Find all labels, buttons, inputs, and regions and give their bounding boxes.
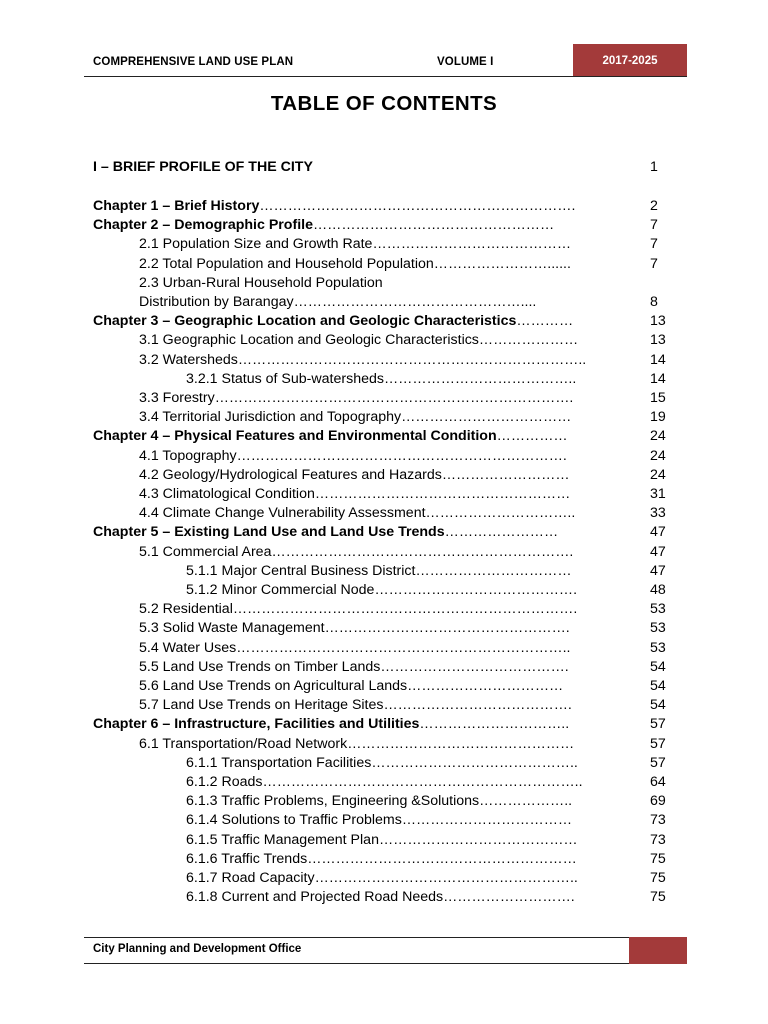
page-footer [84,937,687,964]
toc-entry [186,581,577,600]
toc-entry-leader: ……………………………… [401,409,572,426]
toc-entry-label: 5.5 Land Use Trends on Timber Lands [139,658,381,675]
toc-entry-page: 24 [650,466,666,483]
toc-entry-label: 3.1 Geographic Location and Geologic Characteristics [139,332,479,349]
toc-entry-page: 7 [650,255,658,272]
header-rule [84,76,687,77]
volume-label: VOLUME I [437,56,494,68]
toc-entry-page: 13 [650,332,666,349]
toc-entry-leader: …………………………………. [383,697,572,714]
toc-entry [186,869,578,888]
toc-entry-page: 54 [650,697,666,714]
toc-entry-leader: ……………………………………. [374,582,578,598]
toc-entry [139,543,573,562]
toc-entry [186,773,583,792]
toc-entry-page: 53 [650,639,666,656]
toc-entry [139,619,570,638]
toc-entry-leader: …………………………………… [372,236,572,253]
toc-entry-leader: …………………………………. [380,658,569,675]
toc-entry-page: 57 [650,754,666,771]
toc-entry [93,427,568,446]
toc-entry-label: Chapter 6 – Infrastructure, Facilities and Utilities [93,716,420,733]
toc-entry-label: Chapter 4 – Physical Features and Environmental Condition [93,428,497,445]
toc-entry-page: 8 [650,294,658,310]
toc-entry-label: 5.7 Land Use Trends on Heritage Sites [139,697,384,714]
toc-entry [186,831,578,850]
toc-entry-leader: ………………………………………………… [307,850,577,867]
toc-entry-leader: ………………… [478,332,579,349]
toc-entry-page: 15 [650,390,666,406]
toc-entry [139,485,570,504]
toc-entry-page: 7 [650,236,658,253]
plan-title: COMPREHENSIVE LAND USE PLAN [93,56,294,68]
toc-entry [139,351,586,370]
toc-entry [139,504,575,523]
toc-entry-leader: ………………………. [443,889,575,906]
toc-entry-leader: ……………………………………………….. [314,870,578,886]
toc-entry-page: 64 [650,774,666,790]
page-header [84,44,687,77]
toc-entry-label: 4.4 Climate Change Vulnerability Assessment [139,505,426,522]
toc-entry-leader: ……………….. [479,793,573,810]
toc-entry-label: 4.3 Climatological Condition [139,486,315,502]
toc-entry-page: 31 [650,486,666,502]
toc-entry-label: 4.1 Topography [139,447,237,464]
toc-entry-page: 75 [650,870,666,886]
toc-entry [139,658,569,677]
toc-entry [139,735,574,754]
toc-entry-page: 54 [650,658,666,675]
toc-entry-leader: ………………………………….. [383,370,577,387]
toc-entry-leader: ………………………………………….... [293,294,537,310]
toc-entry-page: 75 [650,889,666,906]
toc-entry-label: 6.1 Transportation/Road Network [139,735,348,752]
toc-entry [93,715,569,734]
toc-entry-leader: ……………………………………………………………. [236,447,567,464]
toc-entry-leader: ……………………………………………… [314,486,571,502]
toc-entry-page: 57 [650,735,666,752]
toc-entry-label: 5.4 Water Uses [139,639,237,656]
toc-entry [93,523,558,542]
toc-entry [139,639,570,658]
toc-entry [186,811,572,830]
toc-entry-leader: …………………………………………………………. [259,198,576,214]
toc-entry [139,408,571,427]
toc-entry-leader: …………………… [444,524,559,541]
toc-entry [139,274,383,293]
toc-entry-page: 33 [650,505,666,522]
toc-entry-label: Chapter 3 – Geographic Location and Geologic Characteristics [93,313,517,330]
toc-entry-leader: …………………………………………… [312,217,555,234]
toc-entry-label: 5.6 Land Use Trends on Agricultural Lands [139,678,408,694]
toc-entry-label: 4.2 Geology/Hydrological Features and Hazards [139,466,442,483]
toc-entry-label: 2.3 Urban-Rural Household Population [139,274,383,291]
toc-entry-page: 13 [650,313,666,330]
toc-entry-leader: ……………………………… [401,812,573,829]
page-title: TABLE OF CONTENTS [270,92,498,115]
toc-entry [186,792,572,811]
toc-entry [93,312,573,331]
toc-entry-label: 6.1.6 Traffic Trends [186,850,308,867]
footer-office: City Planning and Development Office [93,943,302,955]
toc-entry-leader: …………………………… [415,562,572,579]
toc-entry-page: 1 [650,159,658,175]
toc-entry-label: 3.2.1 Status of Sub-watersheds [186,370,384,387]
toc-entry-label: 6.1.1 Transportation Facilities [186,754,372,771]
toc-entry-label: Chapter 2 – Demographic Profile [93,217,313,234]
toc-entry-label: 5.2 Residential [139,601,233,618]
toc-entry-page: 57 [650,716,666,733]
toc-entry [139,255,571,274]
toc-entry-leader: …………………………………….. [371,754,578,771]
toc-entry-page: 47 [650,543,666,560]
toc-entry-label: Chapter 5 – Existing Land Use and Land Use Trends [93,524,445,541]
toc-entry-leader: ………………………….. [419,716,570,733]
toc-entry-label: 3.4 Territorial Jurisdiction and Topography [139,409,402,426]
toc-entry [139,447,567,466]
toc-entry-leader: ………… [516,313,574,330]
toc-entry-leader: …………… [496,428,568,445]
toc-entry [186,370,576,389]
toc-entry-leader: ………………………………………… [347,735,575,752]
toc-entry-label: 6.1.5 Traffic Management Plan [186,831,379,848]
toc-entry [186,754,578,773]
toc-entry [139,331,578,350]
toc-entry-label: 5.1.1 Major Central Business District [186,562,416,579]
toc-entry-leader: ……………………………………………………………….. [237,351,587,368]
toc-entry [139,389,573,408]
toc-entry-page: 24 [650,447,666,464]
toc-entry-page: 75 [650,850,666,867]
toc-entry-page: 69 [650,793,666,810]
toc-entry [139,293,536,312]
toc-entry-label: 3.3 Forestry [139,390,215,406]
toc-entry-page: 73 [650,831,666,848]
toc-entry-label: 5.1.2 Minor Commercial Node [186,582,375,598]
toc-entry [186,562,572,581]
toc-entry [139,600,577,619]
toc-entry-leader: ……………………… [441,466,570,483]
toc-entry [139,235,571,254]
toc-entry-label: 2.1 Population Size and Growth Rate [139,236,373,253]
toc-entry-label: I – BRIEF PROFILE OF THE CITY [93,159,313,175]
toc-entry [93,197,575,216]
toc-entry-label: 6.1.8 Current and Projected Road Needs [186,889,444,906]
toc-entry [186,888,575,907]
toc-entry-page: 2 [650,198,658,214]
footer-rule-bottom [84,963,629,964]
toc-entry-label: Distribution by Barangay [139,294,294,310]
toc-entry-leader: …………………………………………………………………. [214,390,574,406]
toc-entry-label: 2.2 Total Population and Household Population [139,255,434,272]
toc-entry-label: 6.1.7 Road Capacity [186,870,315,886]
year-range-badge: 2017-2025 [573,44,687,77]
toc-entry-leader: …………………………………………………………….. [236,639,571,656]
toc-entry-label: Chapter 1 – Brief History [93,198,260,214]
footer-accent-box [629,937,687,964]
toc-entry-leader: ………………………………………………………. [271,543,574,560]
footer-rule-top [84,937,629,938]
toc-entry [93,158,313,177]
toc-entry-label: 6.1.2 Roads [186,774,263,790]
toc-entry-page: 53 [650,601,666,618]
toc-entry-page: 48 [650,582,666,598]
toc-entry [139,466,570,485]
toc-entry-page: 7 [650,217,658,234]
toc-entry [186,850,577,869]
toc-entry [93,216,554,235]
toc-entry-label: 5.1 Commercial Area [139,543,272,560]
toc-entry-leader: ……………………………………………. [324,620,570,637]
toc-entry-leader: ………………………………………………………………. [232,601,578,618]
toc-entry [139,677,563,696]
toc-entry-label: 5.3 Solid Waste Management [139,620,325,637]
toc-entry-leader: …………………………… [407,678,564,694]
toc-entry-leader: ………………………………………………………….. [262,774,583,790]
toc-entry [139,696,572,715]
toc-entry-label: 6.1.4 Solutions to Traffic Problems [186,812,402,829]
toc-entry-page: 73 [650,812,666,829]
toc-entry-page: 19 [650,409,666,426]
toc-entry-page: 53 [650,620,666,637]
toc-entry-leader: …………………………………… [378,831,578,848]
toc-entry-page: 47 [650,562,666,579]
toc-entry-page: 14 [650,370,666,387]
toc-entry-page: 14 [650,351,666,368]
toc-entry-leader: ………………………….. [425,505,576,522]
toc-entry-page: 24 [650,428,666,445]
toc-entry-page: 47 [650,524,666,541]
toc-entry-label: 6.1.3 Traffic Problems, Engineering &Solutions [186,793,480,810]
toc-entry-label: 3.2 Watersheds [139,351,238,368]
toc-entry-leader: ……………………...... [433,255,571,272]
toc-entry-page: 54 [650,678,666,694]
